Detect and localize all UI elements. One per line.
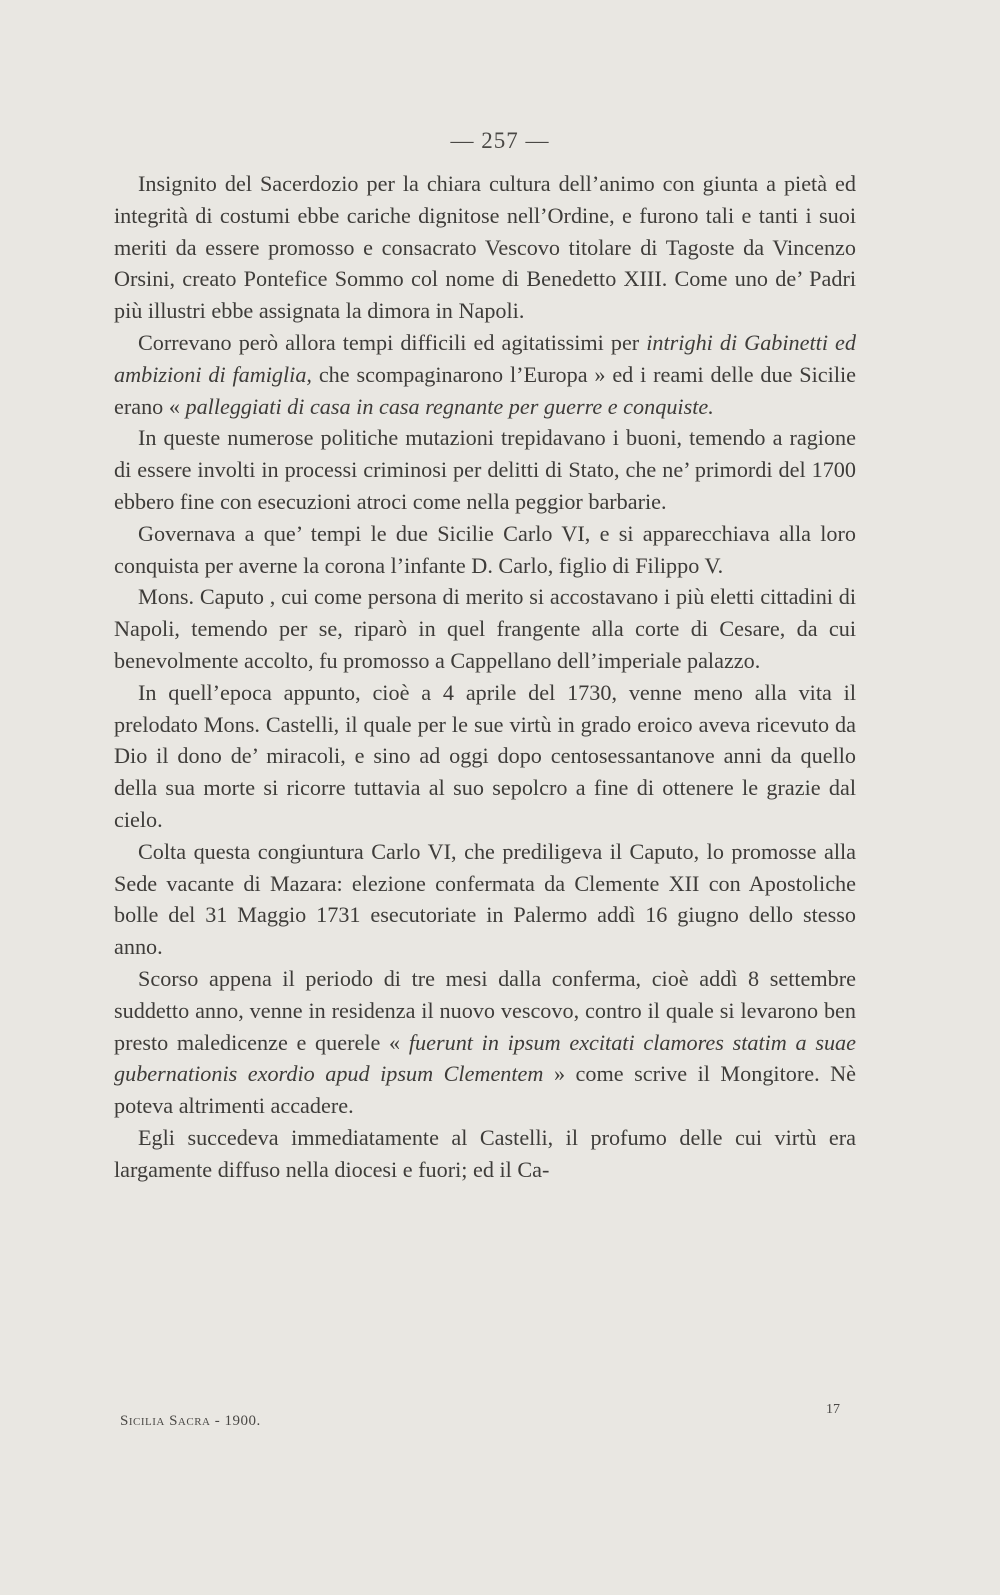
text-segment: Governava a que’ tempi le due Sicilie Carlo VI, e si apparecchiava alla loro conquista per averne la corona l’infante D. Carlo, figlio di Filippo V. (114, 520, 856, 578)
paragraph (114, 836, 856, 963)
body-text (114, 168, 856, 1186)
footer-signature: Sicilia Sacra - 1900. (120, 1413, 261, 1429)
text-segment: Insignito del Sacerdozio per la chiara cultura dell’animo con giunta a pietà ed integrità di costumi ebbe cariche dignitose nell’Ordine, e furono tali e tanti i suoi meriti da essere promosso e consacrato Vescovo titolare di Tagoste da Vincenzo Orsini, creato Pontefice Sommo col nome di Benedetto XIII. Come uno de’ Padri più illustri ebbe assignata la dimora in Napoli. (114, 171, 856, 324)
page-number: — 257 — (450, 128, 550, 153)
text-segment: Correvano però allora tempi difficili ed agitatissimi per (138, 329, 647, 355)
text-segment: Egli succedeva immediatamente al Castelli, il profumo delle cui virtù era largamente diffuso nella diocesi e fuori; ed il Ca- (114, 1124, 856, 1182)
signature-mark: 17 (826, 1402, 840, 1417)
text-segment: Mons. Caputo , cui come persona di merito si accostavano i più eletti cittadini di Napoli, temendo per se, riparò in quel frangente alla corte di Cesare, da cui benevolmente accolto, fu promosso a Cappellano dell’imperiale palazzo. (114, 584, 856, 673)
paragraph (114, 1122, 856, 1186)
text-segment: Scorso appena il periodo di tre mesi dalla conferma, cioè addì 8 settembre suddetto anno, venne in residenza il nuovo vescovo, contro il quale si levarono ben presto maledicenze e querele « (114, 965, 856, 1055)
text-segment: In queste numerose politiche mutazioni trepidavano i buoni, temendo a ragione di essere involti in processi criminosi per delitti di Stato, che ne’ primordi del 1700 ebbero fine con esecuzioni atroci come nella peggior barbarie. (114, 425, 856, 514)
paragraph (114, 963, 856, 1122)
paragraph (114, 518, 856, 582)
italic-text: fuerunt in ipsum excitati clamores statim a suae gubernationis exordio apud ipsum Clementem (114, 1029, 856, 1087)
paragraph (114, 677, 856, 836)
text-segment: che scompaginarono l’Europa » ed i reami delle due Sicilie erano « (114, 361, 856, 419)
text-segment: Colta questa congiuntura Carlo VI, che prediligeva il Caputo, lo promosse alla Sede vacante di Mazara: elezione confermata da Clemente XII con Apostoliche bolle del 31 Maggio 1731 esecutoriate in Palermo addì 16 giugno dello stesso anno. (114, 838, 856, 960)
italic-text: palleggiati di casa in casa regnante per guerre e conquiste. (185, 393, 714, 419)
paragraph (114, 581, 856, 676)
paragraph (114, 422, 856, 517)
text-segment: In quell’epoca appunto, cioè a 4 aprile del 1730, venne meno alla vita il prelodato Mons. Castelli, il quale per le sue virtù in grado eroico aveva ricevuto da Dio il dono de’ miracoli, e sino ad oggi dopo centosessantanove anni da quello della sua morte si ricorre tuttavia al suo sepolcro a fine di ottenere le grazie dal cielo. (114, 679, 856, 832)
italic-text: intrighi di Gabinetti ed ambizioni di famiglia, (114, 329, 856, 387)
text-segment: » come scrive il Mongitore. Nè poteva altrimenti accadere. (114, 1061, 856, 1119)
paragraph (114, 168, 856, 327)
paragraph (114, 327, 856, 422)
